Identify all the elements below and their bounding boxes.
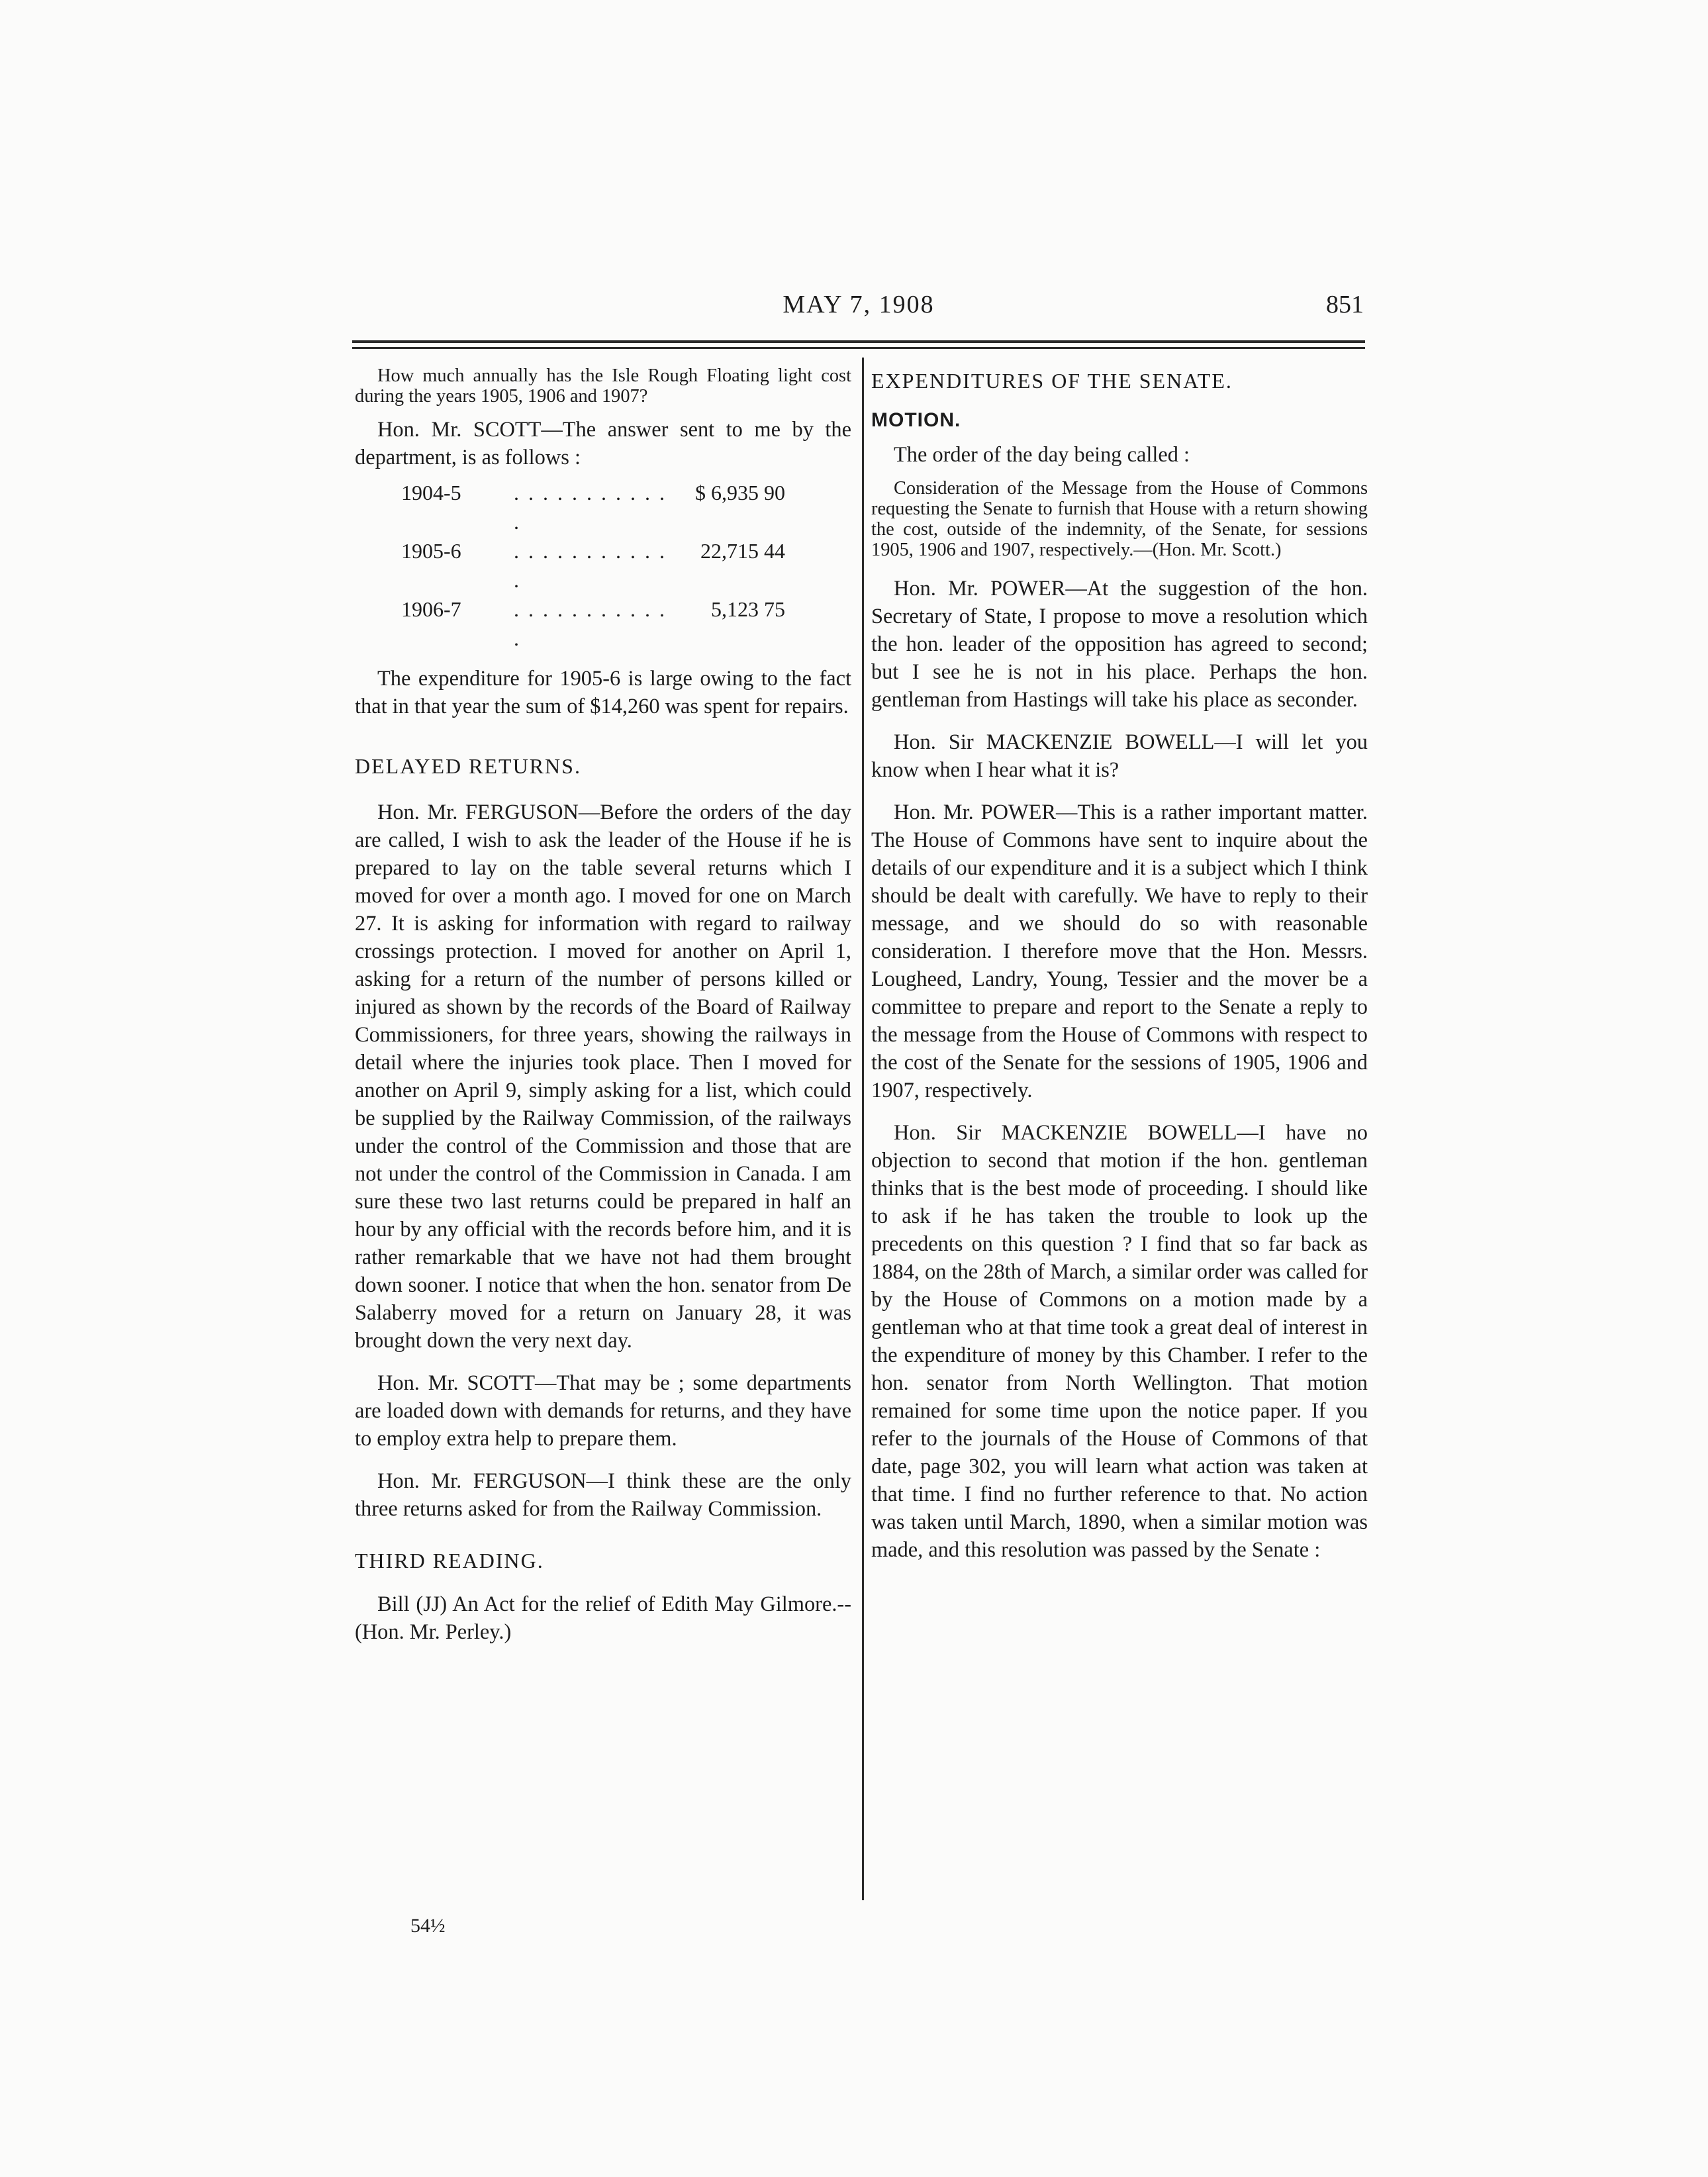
table-row	[355, 478, 851, 536]
scott-paragraph-2: Hon. Mr. SCOTT—That may be ; some departments are loaded down with demands for returns, and they have to employ extra help to prepare them.	[355, 1371, 851, 1451]
section-heading-expenditures: EXPENDITURES OF THE SENATE.	[871, 369, 1233, 393]
expenditure-note: The expenditure for 1905-6 is large owing to the fact that in that year the sum of $14,260 was spent for repairs.	[355, 667, 851, 718]
table-row	[355, 595, 851, 653]
power-paragraph-2: Hon. Mr. POWER—This is a rather important matter. The House of Commons have sent to inquire about the details of our expenditure and it is a subject which I think should be dealt with carefully. We have to reply to their message, and we should do so with reasonable consideration. I therefore move that the Hon. Messrs. Lougheed, Landry, Young, Tessier and the mover be a committee to prepare and report to the Senate a reply to the message from the House of Commons with respect to the cost of the Senate for the sessions of 1905, 1906 and 1907, respectively.	[871, 800, 1368, 1102]
order-called: The order of the day being called :	[894, 443, 1190, 467]
ferguson-paragraph-2: Hon. Mr. FERGUSON—I think these are the only three returns asked for from the Railway Commission.	[355, 1469, 851, 1521]
bowell-paragraph-2: Hon. Sir MACKENZIE BOWELL—I have no objection to second that motion if the hon. gentleman thinks that is the best mode of proceeding. I should like to ask if he has taken the trouble to look up the precedents on this question ? I find that so far back as 1884, on the 28th of March, a similar order was called for by the House of Commons on a motion made by a gentleman who at that time took a great deal of interest in the expenditure of money by this Chamber. I refer to the hon. senator from North Wellington. That motion remained for some time upon the notice paper. If you refer to the journals of the House of Commons of that date, page 302, you will learn what action was taken at that time. I find no further reference to that. No action was taken until March, 1890, when a similar motion was made, and this resolution was passed by the Senate :	[871, 1121, 1368, 1562]
left-column	[355, 365, 851, 1646]
consideration-text: Consideration of the Message from the House of Commons requesting the Senate to furnish that House with a return showing the cost, outside of the indemnity, of the Senate, for sessions 1905, 1906 and 1907, respectively.—(Hon. Mr. Scott.)	[871, 478, 1368, 560]
table-leader-dots: . . . . . . . . . . . .	[514, 597, 667, 650]
table-amount: $ 6,935 90	[695, 481, 785, 505]
section-heading-third-reading: THIRD READING.	[355, 1549, 544, 1572]
table-row	[355, 536, 851, 595]
bill-paragraph: Bill (JJ) An Act for the relief of Edith May Gilmore.--(Hon. Mr. Perley.)	[355, 1592, 851, 1644]
section-heading-delayed-returns: DELAYED RETURNS.	[355, 754, 581, 778]
right-column	[871, 365, 1368, 1564]
page-number: 851	[1326, 291, 1364, 318]
table-amount: 5,123 75	[711, 597, 785, 621]
header-rule-top	[352, 340, 1365, 343]
bowell-paragraph-1: Hon. Sir MACKENZIE BOWELL—I will let you know when I hear what it is?	[871, 730, 1368, 782]
page-header	[352, 285, 1365, 324]
table-year: 1904-5	[401, 481, 461, 505]
header-rule-bottom	[352, 347, 1365, 349]
question-text: How much annually has the Isle Rough Floating light cost during the years 1905, 1906 and 1907?	[355, 365, 851, 407]
scott-answer-paragraph: Hon. Mr. SCOTT—The answer sent to me by the department, is as follows :	[355, 418, 851, 469]
signature-mark: 54½	[410, 1915, 446, 1937]
table-amount: 22,715 44	[700, 539, 785, 563]
cost-table	[355, 478, 851, 653]
table-year: 1906-7	[401, 597, 461, 621]
table-year: 1905-6	[401, 539, 461, 563]
column-divider	[862, 358, 864, 1900]
power-paragraph-1: Hon. Mr. POWER—At the suggestion of the hon. Secretary of State, I propose to move a resolution which the hon. leader of the opposition has agreed to second; but I see he is not in his place. Perhaps the hon. gentleman from Hastings will take his place as seconder.	[871, 577, 1368, 712]
ferguson-paragraph-1: Hon. Mr. FERGUSON—Before the orders of the day are called, I wish to ask the leader of the House if he is prepared to lay on the table several returns which I moved for over a month ago. I moved for one on March 27. It is asking for information with regard to railway crossings protection. I moved for another on April 1, asking for a return of the number of persons killed or injured as shown by the records of the Board of Railway Commissioners, for three years, showing the railways in detail where the injuries took place. Then I moved for another on April 9, simply asking for a list, which could be supplied by the Railway Commission, of the railways under the control of the Commission and those that are not under the control of the Commission in Canada. I am sure these two last returns could be prepared in half an hour by any official with the records before him, and it is rather remarkable that we have not had them brought down sooner. I notice that when the hon. senator from De Salaberry moved for a return on January 28, it was brought down the very next day.	[355, 800, 851, 1353]
page-date: MAY 7, 1908	[783, 291, 935, 318]
table-leader-dots: . . . . . . . . . . . .	[514, 481, 667, 534]
table-leader-dots: . . . . . . . . . . . .	[514, 539, 667, 592]
section-subheading-motion: MOTION.	[871, 409, 961, 431]
